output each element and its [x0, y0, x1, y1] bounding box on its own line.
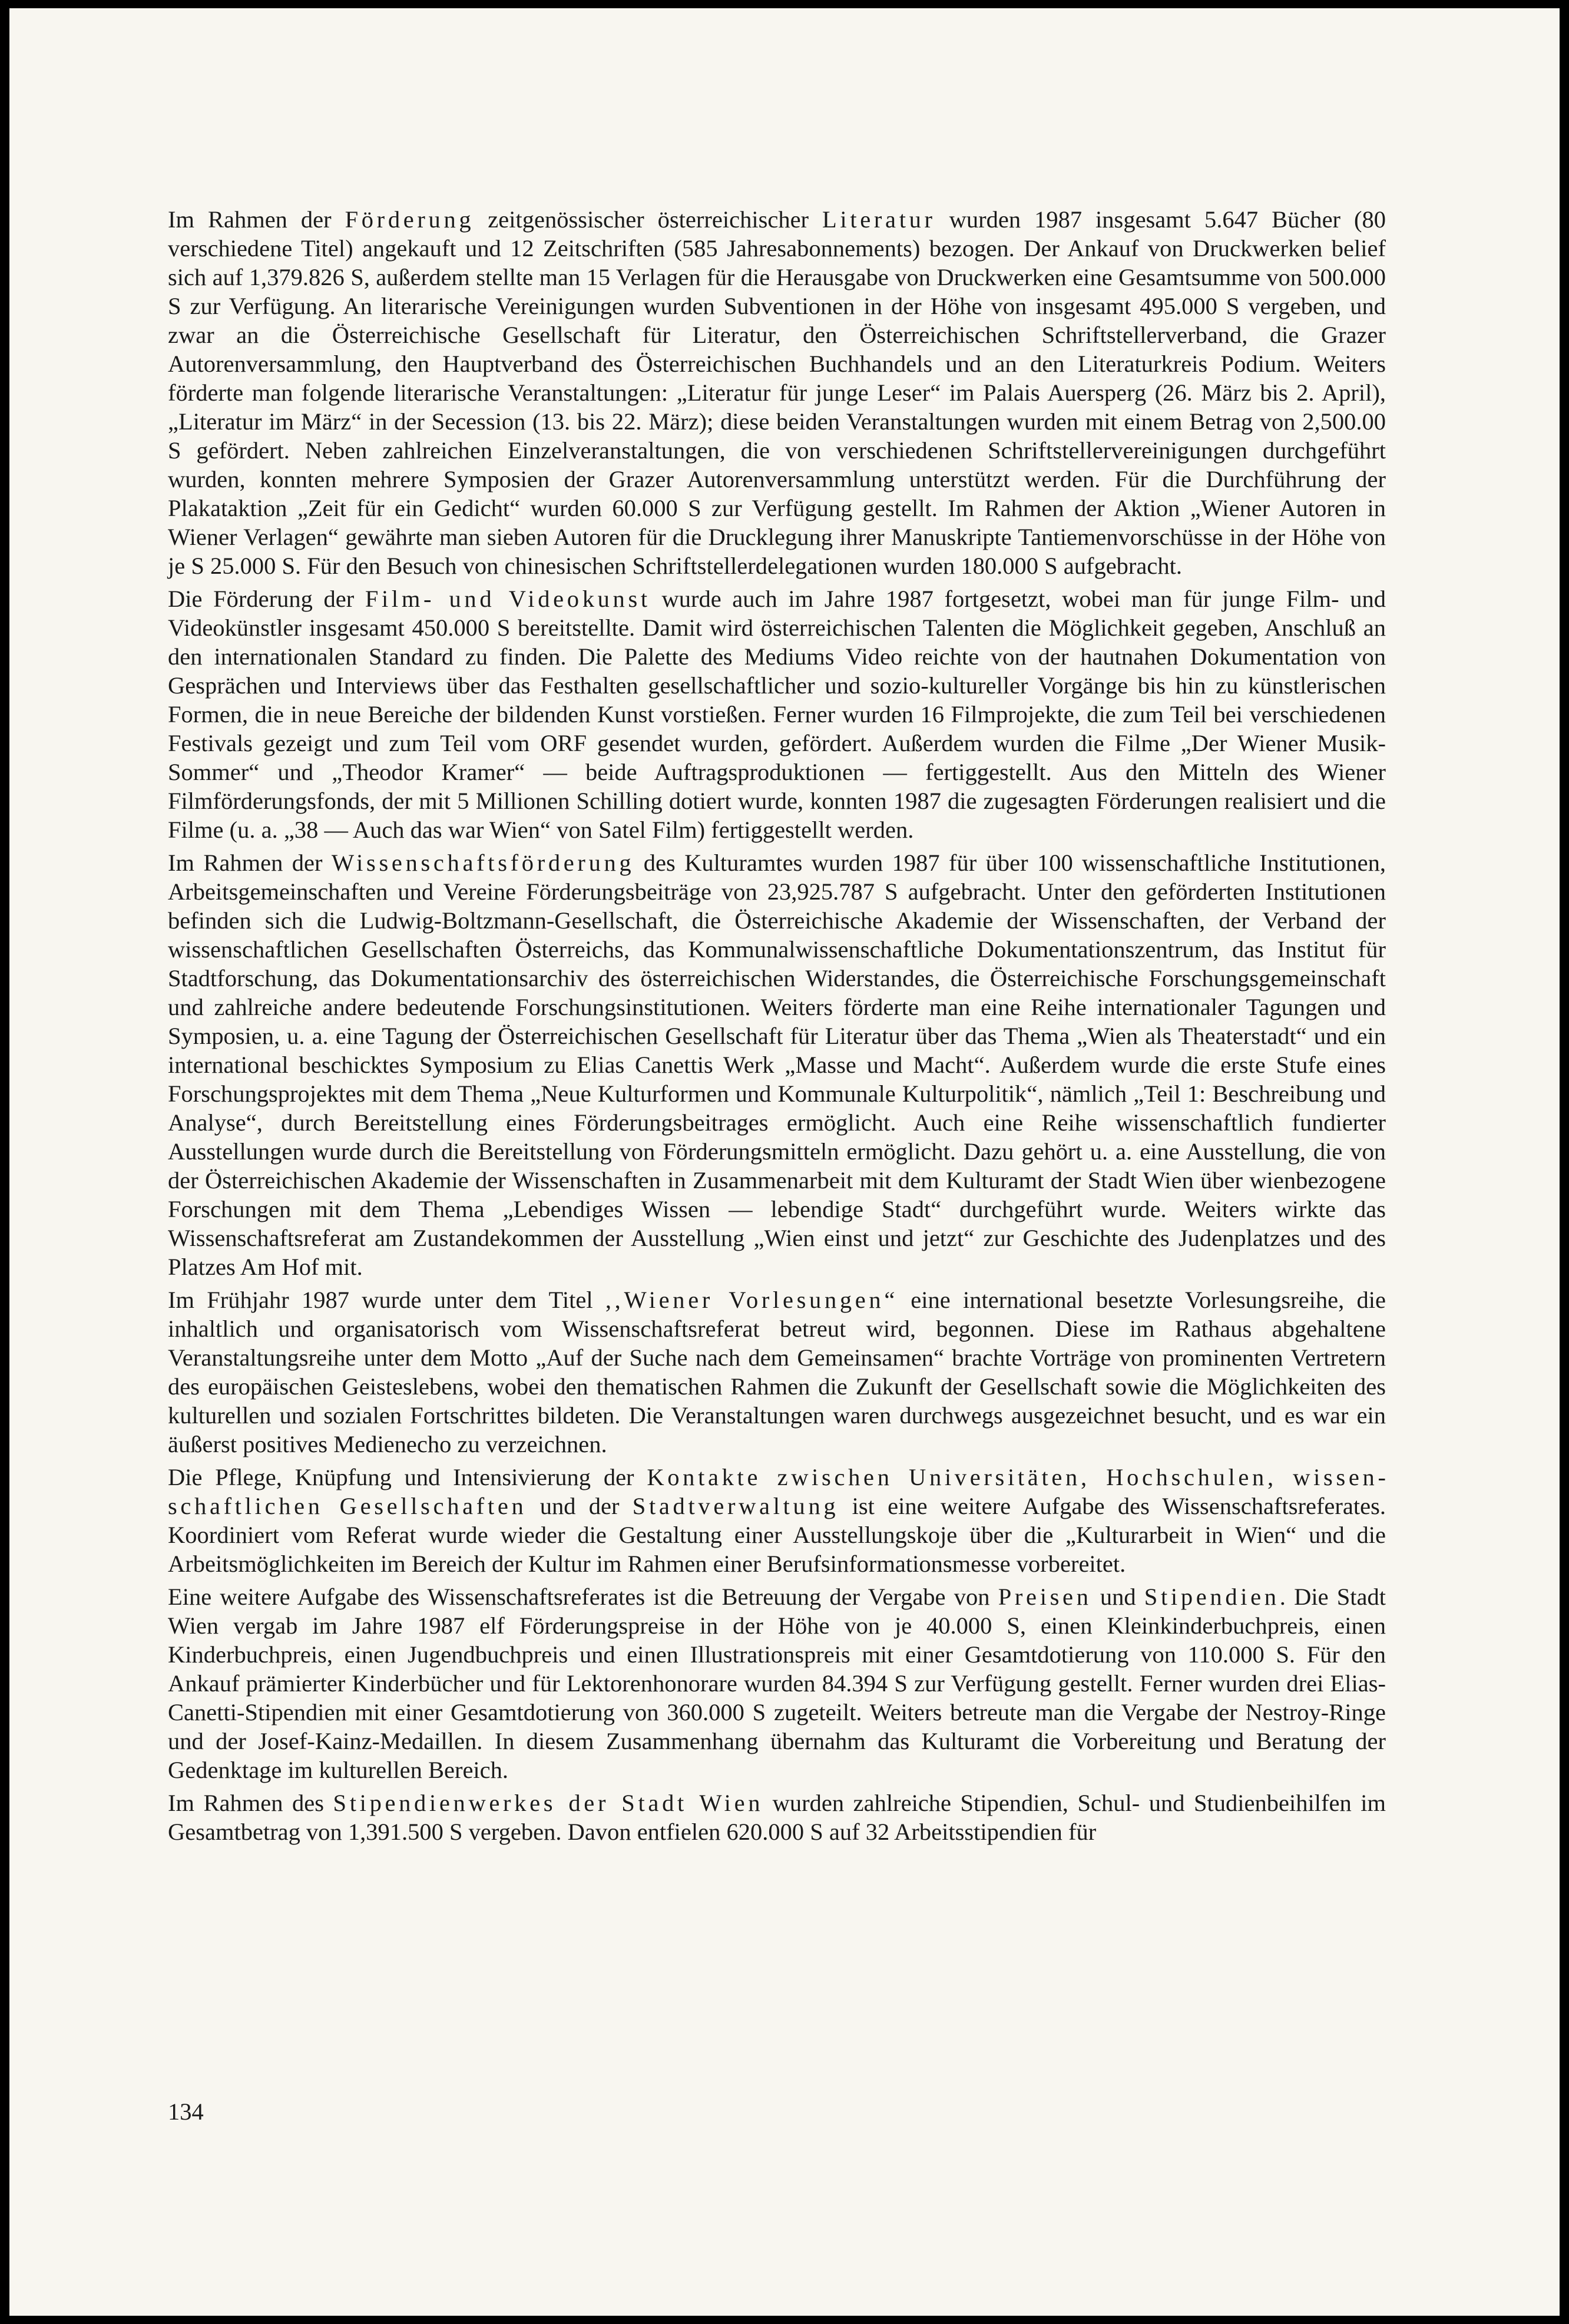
text-run: ist eine weitere Aufgabe des Wissenschaftsreferates. Koordiniert vom Referat wurde wieder die Gestaltung einer Ausstellungskoje über die „Kulturarbeit in Wien“ und die Arbeitsmöglichkeiten im Bereich der Kultur im Rahmen einer Berufsinformationsmesse vorbereitet.: [168, 1493, 1386, 1577]
paragraph-vienna-lectures: [168, 1285, 1386, 1459]
paragraph-contacts: [168, 1463, 1386, 1578]
paragraph-prizes-scholarships: [168, 1582, 1386, 1784]
text-run: und: [1091, 1584, 1144, 1610]
paragraph-film-video: [168, 584, 1386, 844]
spaced-emphasis: Literatur: [822, 206, 936, 233]
text-run: eine international besetzte Vorlesungsreihe, die inhaltlich und organisatorisch vom Wissenschaftsreferat betreut wird, begonnen. Diese im Rathaus abgehaltene Veranstaltungsreihe unter dem Motto „Auf der Suche nach dem Gemeinsamen“ brachte Vorträge von prominenten Vertretern des europäischen Geisteslebens, wobei den thematischen Rahmen die Zukunft der Gesellschaft sowie die Möglichkeiten des kulturellen und sozialen Fortschrittes bildeten. Die Veranstaltungen waren durchwegs ausgezeichnet besucht, und es war ein äußerst positives Medienecho zu verzeichnen.: [168, 1287, 1386, 1457]
text-run: . Die Stadt Wien vergab im Jahre 1987 elf Förderungspreise in der Höhe von je 40.000 S, einen Kleinkinderbuchpreis, einen Kinderbuchpreis, einen Jugendbuchpreis und einen Illustrationspreis mit einer Gesamtdotierung von 110.000 S. Für den Ankauf prämierter Kinderbücher und für Lektorenhonorare wurden 84.394 S zur Verfügung gestellt. Ferner wurden drei Elias-Canetti-Stipendien mit einer Gesamtdotierung von 360.000 S zugeteilt. Weiters betreute man die Vergabe der Nestroy-Ringe und der Josef-Kainz-Medaillen. In diesem Zusammenhang übernahm das Kulturamt die Vorbereitung und Beratung der Gedenktage im kulturellen Bereich.: [168, 1584, 1386, 1783]
spaced-emphasis: Wissenschaftsförderung: [331, 849, 635, 876]
paragraph-science-funding: [168, 848, 1386, 1281]
text-run: wurden zahlreiche Stipendien, Schul- und Studienbeihilfen im Gesamtbetrag von 1,391.500 S vergeben. Davon entfielen 620.000 S auf 32 Arbeitsstipendien für: [168, 1790, 1386, 1845]
spaced-emphasis: Stipendien: [1144, 1584, 1280, 1610]
text-run: zeitgenössischer österreichischer: [474, 206, 822, 233]
spaced-emphasis: Förderung: [345, 206, 475, 233]
spaced-emphasis: Film- und Videokunst: [365, 586, 651, 612]
text-run: Im Rahmen des: [168, 1790, 333, 1816]
text-run: Im Frühjahr 1987 wurde unter dem Titel: [168, 1287, 605, 1313]
spaced-emphasis: Kontakte zwischen Universitäten, Hochschulen, wissenschaftlichen Gesellschaften: [168, 1464, 1386, 1519]
spaced-emphasis: Stipendienwerkes der Stadt Wien: [333, 1790, 764, 1816]
spaced-emphasis: Stadtverwaltung: [632, 1493, 839, 1519]
text-run: wurden 1987 insgesamt 5.647 Bücher (80 verschiedene Titel) angekauft und 12 Zeitschriften (585 Jahresabonnements) bezogen. Der Ankauf von Druckwerken belief sich auf 1,379.826 S, außerdem stellte man 15 Verlagen für die Herausgabe von Druckwerken eine Gesamtsumme von 500.000 S zur Verfügung. An literarische Vereinigungen wurden Subventionen in der Höhe von insgesamt 495.000 S vergeben, und zwar an die Österreichische Gesellschaft für Literatur, den Österreichischen Schriftstellerverband, die Grazer Autorenversammlung, den Hauptverband des Österreichischen Buchhandels und an den Literaturkreis Podium. Weiters förderte man folgende literarische Veranstaltungen: „Literatur für junge Leser“ im Palais Auersperg (26. März bis 2. April), „Literatur im März“ in der Secession (13. bis 22. März); diese beiden Veranstaltungen wurden mit einem Betrag von 2,500.00 S gefördert. Neben zahlreichen Einzelveranstaltungen, die von verschiedenen Schriftstellervereinigungen durchgeführt wurden, konnten mehrere Symposien der Grazer Autorenversammlung unterstützt werden. Für die Durchführung der Plakataktion „Zeit für ein Gedicht“ wurden 60.000 S zur Verfügung gestellt. Im Rahmen der Aktion „Wiener Autoren in Wiener Verlagen“ gewährte man sieben Autoren für die Drucklegung ihrer Manuskripte Tantiemenvorschüsse in der Höhe von je S 25.000 S. Für den Besuch von chinesischen Schriftstellerdelegationen wurden 180.000 S aufgebracht.: [168, 206, 1386, 579]
body-text: [168, 205, 1386, 1846]
text-run: und der: [527, 1493, 633, 1519]
text-run: Die Förderung der: [168, 586, 365, 612]
text-run: Eine weitere Aufgabe des Wissenschaftsreferates ist die Betreuung der Vergabe von: [168, 1584, 998, 1610]
spaced-emphasis: ,,Wiener Vorlesungen“: [605, 1287, 898, 1313]
text-run: Im Rahmen der: [168, 849, 332, 876]
text-run: des Kulturamtes wurden 1987 für über 100 wissenschaftliche Institutionen, Arbeitsgemeinschaften und Vereine Förderungsbeiträge von 23,925.787 S aufgebracht. Unter den geförderten Institutionen befinden sich die Ludwig-Boltzmann-Gesellschaft, die Österreichische Akademie der Wissenschaften, der Verband der wissenschaftlichen Gesellschaften Österreichs, das Kommunalwissenschaftliche Dokumentationszentrum, das Institut für Stadtforschung, das Dokumentationsarchiv des österreichischen Widerstandes, die Österreichische Forschungsgemeinschaft und zahlreiche andere bedeutende Forschungsinstitutionen. Weiters förderte man eine Reihe internationaler Tagungen und Symposien, u. a. eine Tagung der Österreichischen Gesellschaft für Literatur über das Thema „Wien als Theaterstadt“ und ein international beschicktes Symposium zu Elias Canettis Werk „Masse und Macht“. Außerdem wurde die erste Stufe eines Forschungsprojektes mit dem Thema „Neue Kulturformen und Kommunale Kulturpolitik“, nämlich „Teil 1: Beschreibung und Analyse“, durch Bereitstellung eines Förderungsbeitrages ermöglicht. Auch eine Reihe wissenschaftlich fundierter Ausstellungen wurde durch die Bereitstellung von Förderungsmitteln ermöglicht. Dazu gehört u. a. eine Ausstellung, die von der Österreichischen Akademie der Wissenschaften in Zusammenarbeit mit dem Kulturamt der Stadt Wien über wienbezogene Forschungen mit dem Thema „Lebendiges Wissen — lebendige Stadt“ durchgeführt wurde. Weiters wirkte das Wissenschaftsreferat am Zustandekommen der Ausstellung „Wien einst und jetzt“ zur Geschichte des Judenplatzes und des Platzes Am Hof mit.: [168, 849, 1386, 1280]
page-number: 134: [168, 2098, 204, 2125]
paragraph-literature: [168, 205, 1386, 580]
text-run: wurde auch im Jahre 1987 fortgesetzt, wobei man für junge Film- und Videokünstler insgesamt 450.000 S bereitstellte. Damit wird österreichischen Talenten die Möglichkeit gegeben, Anschluß an den internationalen Standard zu finden. Die Palette des Mediums Video reichte von der hautnahen Dokumentation von Gesprächen und Interviews über das Festhalten gesellschaftlicher und sozio-kultureller Vorgänge bis hin zu künstlerischen Formen, die in neue Bereiche der bildenden Kunst vorstießen. Ferner wurden 16 Filmprojekte, die zum Teil bei verschiedenen Festivals gezeigt und zum Teil vom ORF gesendet wurden, gefördert. Außerdem wurden die Filme „Der Wiener Musik-Sommer“ und „Theodor Kramer“ — beide Auftragsproduktionen — fertiggestellt. Aus den Mitteln des Wiener Filmförderungsfonds, der mit 5 Millionen Schilling dotiert wurde, konnten 1987 die zugesagten Förderungen realisiert und die Filme (u. a. „38 — Auch das war Wien“ von Satel Film) fertiggestellt werden.: [168, 586, 1386, 843]
text-run: Im Rahmen der: [168, 206, 345, 233]
paragraph-scholarship-program: [168, 1789, 1386, 1846]
spaced-emphasis: Preisen: [998, 1584, 1092, 1610]
text-run: Die Pflege, Knüpfung und Intensivierung der: [168, 1464, 647, 1490]
